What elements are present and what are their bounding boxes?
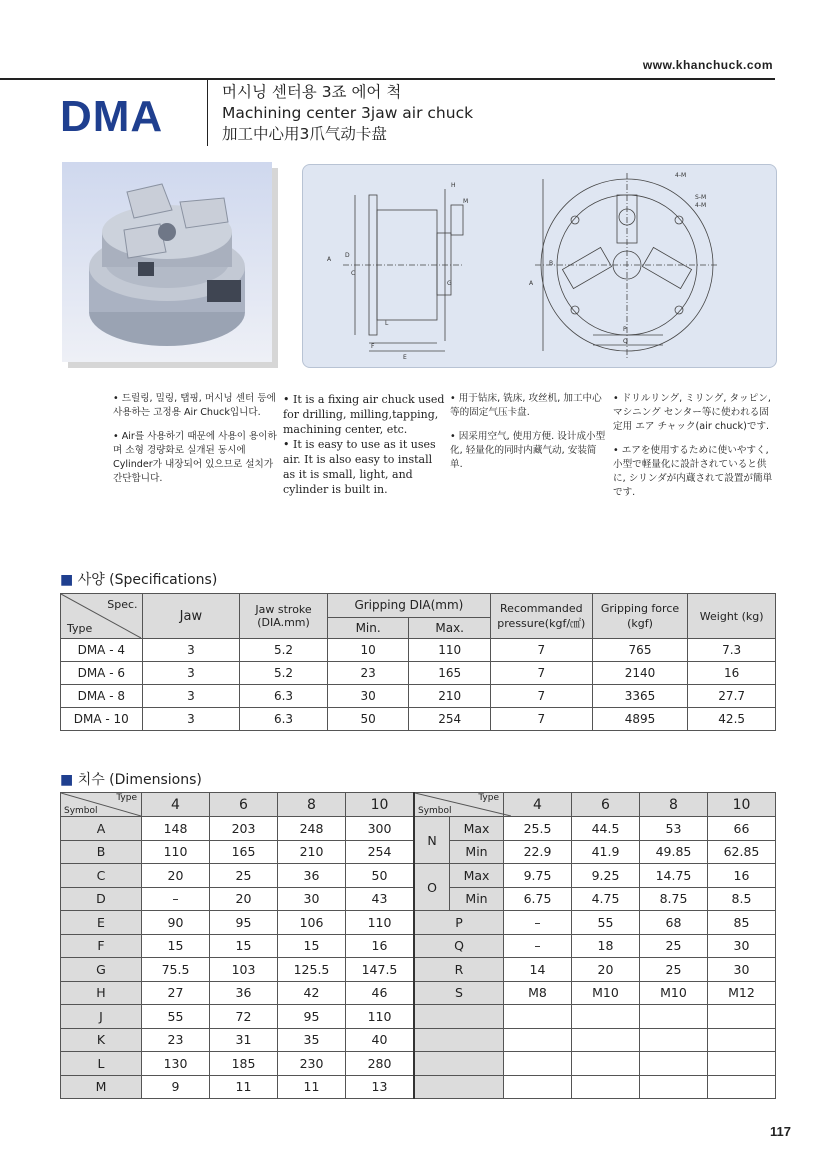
air-chuck-illustration xyxy=(62,162,272,362)
spec-pressure: 7 xyxy=(490,662,592,685)
dim-group-symbol: N xyxy=(414,817,450,864)
dim-value: 20 xyxy=(142,864,210,888)
desc-ja-1: • ドリルリング, ミリング, タッピン, マシニング センター等に使われる固定用 エア チャック(air chuck)です. xyxy=(613,393,771,432)
label-4m-right: 4-M xyxy=(695,202,707,209)
dim-value: M12 xyxy=(708,981,776,1005)
type-label: Type xyxy=(478,793,499,803)
dimension-drawing xyxy=(303,165,776,367)
dim-value: 20 xyxy=(572,958,640,982)
type-header: 4 xyxy=(142,793,210,817)
dim-symbol: B xyxy=(61,840,142,864)
dim-value: 4.75 xyxy=(572,887,640,911)
type-label: Type xyxy=(67,622,93,635)
label-g: G xyxy=(447,280,452,287)
dims-section-title xyxy=(60,769,202,789)
dim-symbol: J xyxy=(61,1005,142,1029)
empty-cell xyxy=(504,1028,572,1052)
desc-ko-1: • 드릴링, 밀링, 탭핑, 머시닝 센터 등에 사용하는 고정용 Air Chuck입니다. xyxy=(113,393,276,418)
title-block xyxy=(222,82,473,145)
dim-value: 36 xyxy=(210,981,278,1005)
table-row xyxy=(61,1028,776,1052)
symbol-label: Symbol xyxy=(64,806,98,816)
dim-value: 13 xyxy=(346,1075,415,1099)
dim-value: 103 xyxy=(210,958,278,982)
spec-min: 30 xyxy=(327,685,409,708)
empty-cell xyxy=(708,1075,776,1099)
spec-type: DMA - 6 xyxy=(61,662,143,685)
desc-ja-2: • エアを使用するために使いやすく, 小型で軽量化に設計されていると供に, シリンダが内蔵されて設置が簡単です. xyxy=(613,445,773,498)
dim-value: 75.5 xyxy=(142,958,210,982)
spec-stroke: 6.3 xyxy=(240,685,328,708)
spec-jaw: 3 xyxy=(142,685,240,708)
dim-value: 9 xyxy=(142,1075,210,1099)
dims-diagonal-header-right xyxy=(414,793,504,817)
dim-value: 210 xyxy=(278,840,346,864)
dim-value: 55 xyxy=(572,911,640,935)
min-header: Min. xyxy=(327,617,409,638)
dim-symbol: P xyxy=(414,911,504,935)
dim-symbol: G xyxy=(61,958,142,982)
type-header: 6 xyxy=(572,793,640,817)
dim-value: M10 xyxy=(640,981,708,1005)
empty-cell xyxy=(504,1052,572,1076)
spec-stroke: 5.2 xyxy=(240,662,328,685)
description-korean xyxy=(113,392,283,496)
dim-value: 203 xyxy=(210,817,278,841)
empty-cell xyxy=(708,1028,776,1052)
dim-value: 31 xyxy=(210,1028,278,1052)
dim-value: 106 xyxy=(278,911,346,935)
type-header: 10 xyxy=(708,793,776,817)
description-japanese xyxy=(613,392,778,510)
label-c: C xyxy=(351,270,356,277)
empty-cell xyxy=(640,1052,708,1076)
dim-symbol: C xyxy=(61,864,142,888)
dim-subsymbol: Min xyxy=(450,840,504,864)
spec-pressure: 7 xyxy=(490,708,592,731)
dim-value: 95 xyxy=(278,1005,346,1029)
spec-type: DMA - 8 xyxy=(61,685,143,708)
dim-value: 110 xyxy=(346,911,415,935)
dim-value: 15 xyxy=(278,934,346,958)
spec-label: Spec. xyxy=(107,598,138,611)
dim-value: 125.5 xyxy=(278,958,346,982)
title-korean: 머시닝 센터용 3죠 에어 척 xyxy=(222,83,402,101)
dim-value: 25 xyxy=(640,934,708,958)
table-row xyxy=(61,817,776,841)
empty-symbol-cell xyxy=(414,1005,504,1029)
gripping-header: Gripping DIA(mm) xyxy=(327,594,490,618)
spec-stroke: 6.3 xyxy=(240,708,328,731)
dim-symbol: D xyxy=(61,887,142,911)
dim-value: 42 xyxy=(278,981,346,1005)
dim-value: 66 xyxy=(708,817,776,841)
specs-title-text: 사양 (Specifications) xyxy=(77,572,218,588)
dim-symbol: A xyxy=(61,817,142,841)
technical-drawing xyxy=(302,164,777,368)
spec-min: 10 xyxy=(327,639,409,662)
spec-jaw: 3 xyxy=(142,639,240,662)
dim-value: 95 xyxy=(210,911,278,935)
empty-cell xyxy=(572,1028,640,1052)
desc-zh-2: • 因采用空气, 使用方便. 设计成小型化, 轻量化的同时内藏气动, 安装简单. xyxy=(450,431,606,470)
table-row xyxy=(61,1075,776,1099)
dim-value: 23 xyxy=(142,1028,210,1052)
spec-stroke: 5.2 xyxy=(240,639,328,662)
dim-value: 11 xyxy=(278,1075,346,1099)
spec-max: 110 xyxy=(409,639,491,662)
specs-section-title xyxy=(60,569,217,589)
table-row xyxy=(61,958,776,982)
dim-value: 165 xyxy=(210,840,278,864)
empty-cell xyxy=(504,1005,572,1029)
title-english: Machining center 3jaw air chuck xyxy=(222,104,474,122)
empty-cell xyxy=(572,1005,640,1029)
dim-subsymbol: Max xyxy=(450,817,504,841)
label-q: Q xyxy=(623,338,628,345)
page-number: 117 xyxy=(770,1124,791,1139)
spec-force: 765 xyxy=(592,639,688,662)
dim-value: 18 xyxy=(572,934,640,958)
spec-weight: 7.3 xyxy=(688,639,776,662)
dims-title-text: 치수 (Dimensions) xyxy=(77,772,202,788)
dim-value: 50 xyxy=(346,864,415,888)
dim-symbol: R xyxy=(414,958,504,982)
dim-value: 6.75 xyxy=(504,887,572,911)
dim-value: 25 xyxy=(640,958,708,982)
label-d: D xyxy=(345,252,350,259)
table-row xyxy=(61,639,776,662)
dim-value: 110 xyxy=(346,1005,415,1029)
stroke-header: Jaw stroke (DIA.mm) xyxy=(240,594,328,639)
dim-value: 14.75 xyxy=(640,864,708,888)
dim-symbol: F xyxy=(61,934,142,958)
dim-value: 185 xyxy=(210,1052,278,1076)
desc-en-2: • It is easy to use as it uses air. It is also easy to install as it is small, light, and cylinder is built in. xyxy=(283,438,436,496)
dim-value: – xyxy=(504,911,572,935)
website-url: www.khanchuck.com xyxy=(642,58,773,72)
dim-value: 9.25 xyxy=(572,864,640,888)
label-e: E xyxy=(403,354,407,361)
force-header: Gripping force (kgf) xyxy=(592,594,688,639)
spec-jaw: 3 xyxy=(142,708,240,731)
dim-value: 36 xyxy=(278,864,346,888)
dim-value: 8.5 xyxy=(708,887,776,911)
dim-subsymbol: Max xyxy=(450,864,504,888)
dim-value: M8 xyxy=(504,981,572,1005)
specifications-table xyxy=(60,593,776,731)
spec-min: 50 xyxy=(327,708,409,731)
dim-value: 148 xyxy=(142,817,210,841)
type-header: 10 xyxy=(346,793,415,817)
spec-force: 2140 xyxy=(592,662,688,685)
table-row xyxy=(61,934,776,958)
table-row xyxy=(61,662,776,685)
dim-value: 46 xyxy=(346,981,415,1005)
spec-jaw: 3 xyxy=(142,662,240,685)
title-chinese: 加工中心用3爪气动卡盘 xyxy=(222,125,387,143)
max-header: Max. xyxy=(409,617,491,638)
dim-value: 72 xyxy=(210,1005,278,1029)
dim-value: 27 xyxy=(142,981,210,1005)
spec-weight: 16 xyxy=(688,662,776,685)
dim-value: 49.85 xyxy=(640,840,708,864)
empty-cell xyxy=(504,1075,572,1099)
dim-value: 9.75 xyxy=(504,864,572,888)
dim-value: – xyxy=(504,934,572,958)
dim-value: 35 xyxy=(278,1028,346,1052)
table-row xyxy=(61,685,776,708)
spec-max: 165 xyxy=(409,662,491,685)
type-header: 4 xyxy=(504,793,572,817)
specs-diagonal-header xyxy=(61,594,143,639)
dim-value: 230 xyxy=(278,1052,346,1076)
symbol-label: Symbol xyxy=(418,806,452,816)
spec-pressure: 7 xyxy=(490,639,592,662)
empty-symbol-cell xyxy=(414,1075,504,1099)
spec-type: DMA - 10 xyxy=(61,708,143,731)
dim-value: 15 xyxy=(210,934,278,958)
type-header: 6 xyxy=(210,793,278,817)
label-s-m: S-M xyxy=(695,194,707,201)
header-rule xyxy=(0,78,775,80)
empty-cell xyxy=(708,1052,776,1076)
pressure-header: Recommanded pressure(kgf/㎠) xyxy=(490,594,592,639)
dim-subsymbol: Min xyxy=(450,887,504,911)
table-row xyxy=(61,981,776,1005)
dim-symbol: M xyxy=(61,1075,142,1099)
dim-value: 30 xyxy=(278,887,346,911)
label-l: L xyxy=(385,320,389,327)
label-p: P xyxy=(623,326,627,333)
table-row xyxy=(61,911,776,935)
empty-cell xyxy=(572,1052,640,1076)
desc-ko-2: • Air를 사용하기 때문에 사용이 용이하며 소형 경량화로 실개된 동시에 Cylinder가 내장되어 있으므로 설치가 간단합니다. xyxy=(113,431,277,484)
spec-force: 4895 xyxy=(592,708,688,731)
empty-symbol-cell xyxy=(414,1052,504,1076)
type-header: 8 xyxy=(640,793,708,817)
dim-value: 22.9 xyxy=(504,840,572,864)
dim-value: 280 xyxy=(346,1052,415,1076)
dim-symbol: S xyxy=(414,981,504,1005)
dim-value: M10 xyxy=(572,981,640,1005)
dim-value: 248 xyxy=(278,817,346,841)
title-divider xyxy=(207,80,208,146)
dim-value: 68 xyxy=(640,911,708,935)
empty-symbol-cell xyxy=(414,1028,504,1052)
label-b-front: B xyxy=(549,260,554,267)
label-f: F xyxy=(371,343,375,350)
dim-symbol: E xyxy=(61,911,142,935)
description-chinese xyxy=(450,392,608,482)
dim-symbol: L xyxy=(61,1052,142,1076)
dim-value: 41.9 xyxy=(572,840,640,864)
jaw-header: Jaw xyxy=(142,594,240,639)
model-title: DMA xyxy=(60,92,164,141)
desc-en-1: • It is a fixing air chuck used for drilling, milling,tapping, machining center, etc. xyxy=(283,393,445,436)
label-h: H xyxy=(451,182,456,189)
label-a-side: A xyxy=(327,256,332,263)
square-bullet-icon: ■ xyxy=(60,772,74,788)
spec-min: 23 xyxy=(327,662,409,685)
dim-value: 254 xyxy=(346,840,415,864)
label-4m-top: 4-M xyxy=(675,172,687,179)
dims-diagonal-header-left xyxy=(61,793,142,817)
dim-value: – xyxy=(142,887,210,911)
label-a-front: A xyxy=(529,280,534,287)
dim-value: 90 xyxy=(142,911,210,935)
square-bullet-icon: ■ xyxy=(60,572,74,588)
spec-max: 210 xyxy=(409,685,491,708)
product-photo xyxy=(62,162,272,362)
spec-type: DMA - 4 xyxy=(61,639,143,662)
table-row xyxy=(61,864,776,888)
empty-cell xyxy=(708,1005,776,1029)
spec-force: 3365 xyxy=(592,685,688,708)
dim-value: 30 xyxy=(708,958,776,982)
dim-symbol: H xyxy=(61,981,142,1005)
dim-value: 300 xyxy=(346,817,415,841)
dim-value: 11 xyxy=(210,1075,278,1099)
dim-value: 53 xyxy=(640,817,708,841)
dim-value: 16 xyxy=(346,934,415,958)
dim-value: 8.75 xyxy=(640,887,708,911)
spec-weight: 27.7 xyxy=(688,685,776,708)
dim-value: 14 xyxy=(504,958,572,982)
type-label: Type xyxy=(116,793,137,803)
table-row xyxy=(61,1005,776,1029)
dim-value: 43 xyxy=(346,887,415,911)
label-m: M xyxy=(463,198,469,205)
dim-value: 85 xyxy=(708,911,776,935)
empty-cell xyxy=(640,1005,708,1029)
spec-max: 254 xyxy=(409,708,491,731)
dim-value: 130 xyxy=(142,1052,210,1076)
dim-value: 62.85 xyxy=(708,840,776,864)
dim-value: 15 xyxy=(142,934,210,958)
description-english xyxy=(283,392,445,507)
dim-value: 55 xyxy=(142,1005,210,1029)
spec-pressure: 7 xyxy=(490,685,592,708)
dim-value: 30 xyxy=(708,934,776,958)
empty-cell xyxy=(572,1075,640,1099)
type-header: 8 xyxy=(278,793,346,817)
dim-value: 20 xyxy=(210,887,278,911)
dim-symbol: K xyxy=(61,1028,142,1052)
empty-cell xyxy=(640,1028,708,1052)
weight-header: Weight (kg) xyxy=(688,594,776,639)
dimensions-table xyxy=(60,792,776,1099)
desc-zh-1: • 用于钻床, 铣床, 攻丝机, 加工中心等的固定气压卡盘. xyxy=(450,393,602,418)
dim-group-symbol: O xyxy=(414,864,450,911)
empty-cell xyxy=(640,1075,708,1099)
table-row xyxy=(61,708,776,731)
dim-value: 25 xyxy=(210,864,278,888)
dim-value: 25.5 xyxy=(504,817,572,841)
spec-weight: 42.5 xyxy=(688,708,776,731)
table-row xyxy=(61,1052,776,1076)
dim-value: 110 xyxy=(142,840,210,864)
dim-value: 44.5 xyxy=(572,817,640,841)
dim-symbol: Q xyxy=(414,934,504,958)
dim-value: 147.5 xyxy=(346,958,415,982)
dim-value: 40 xyxy=(346,1028,415,1052)
dim-value: 16 xyxy=(708,864,776,888)
